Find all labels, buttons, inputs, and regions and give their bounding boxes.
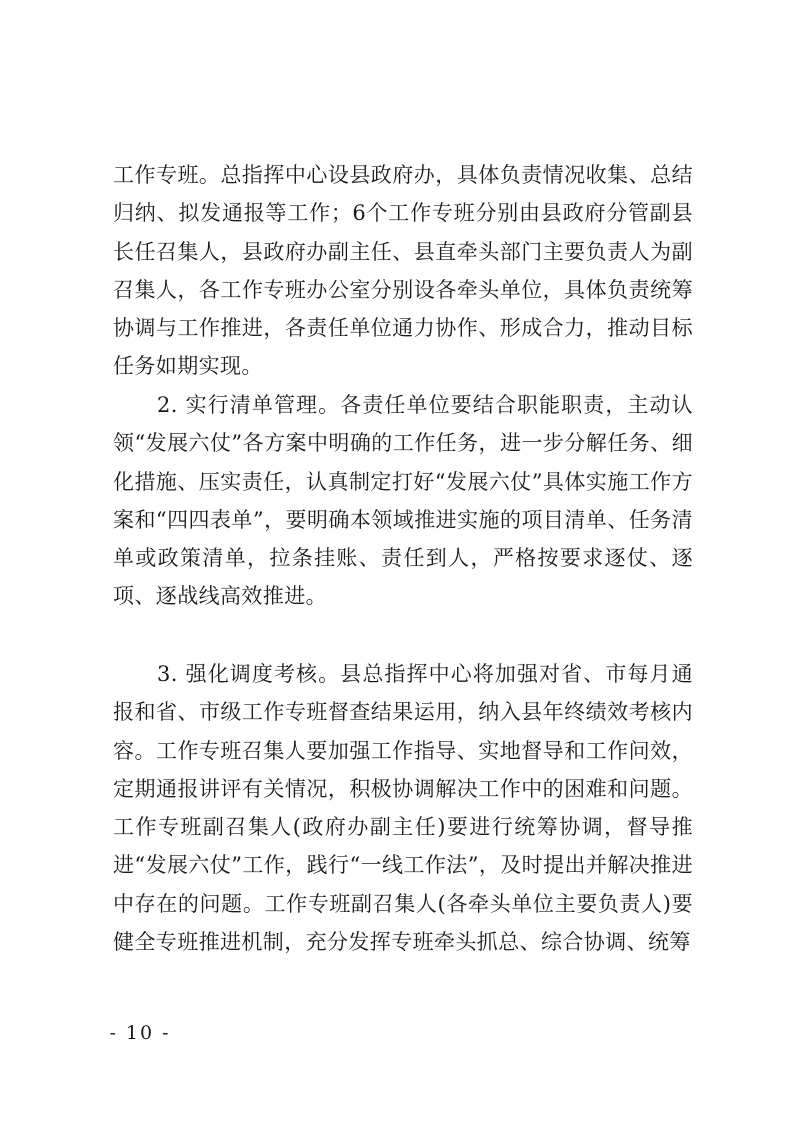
paragraph-work-task-force: 工作专班。总指挥中心设县政府办，具体负责情况收集、总结归纳、拟发通报等工作；6个工作专班分别由县政府分管副县长任召集人，县政府办副主任、县直牵头部门主要负责人为副召集人，各工作专班办公室分别设各牵头单位，具体负责统筹协调与工作推进，各责任单位通力协作、形成合力，推动目标任务如期实现。 (113, 163, 693, 379)
page-number: - 10 - (109, 1022, 171, 1044)
paragraph-dispatch-assessment: 3. 强化调度考核。县总指挥中心将加强对省、市每月通报和省、市级工作专班督查结果运用，纳入县年终绩效考核内容。工作专班召集人要加强工作指导、实地督导和工作问效，定期通报讲评有关情况，积极协调解决工作中的困难和问题。工作专班副召集人(政府办副主任)要进行统筹协调，督导推进“发展六仗”工作，践行“一线工作法”，及时提出并解决推进中存在的问题。工作专班副召集人(各牵头单位主要负责人)要健全专班推进机制，充分发挥专班牵头抓总、综合协调、统筹 (113, 662, 693, 955)
paragraph-checklist-management: 2. 实行清单管理。各责任单位要结合职能职责，主动认领“发展六仗”各方案中明确的工作任务，进一步分解任务、细化措施、压实责任，认真制定打好“发展六仗”具体实施工作方案和“四四表单”，要明确本领域推进实施的项目清单、任务清单或政策清单，拉条挂账、责任到人，严格按要求逐仗、逐项、逐战线高效推进。 (113, 393, 693, 609)
